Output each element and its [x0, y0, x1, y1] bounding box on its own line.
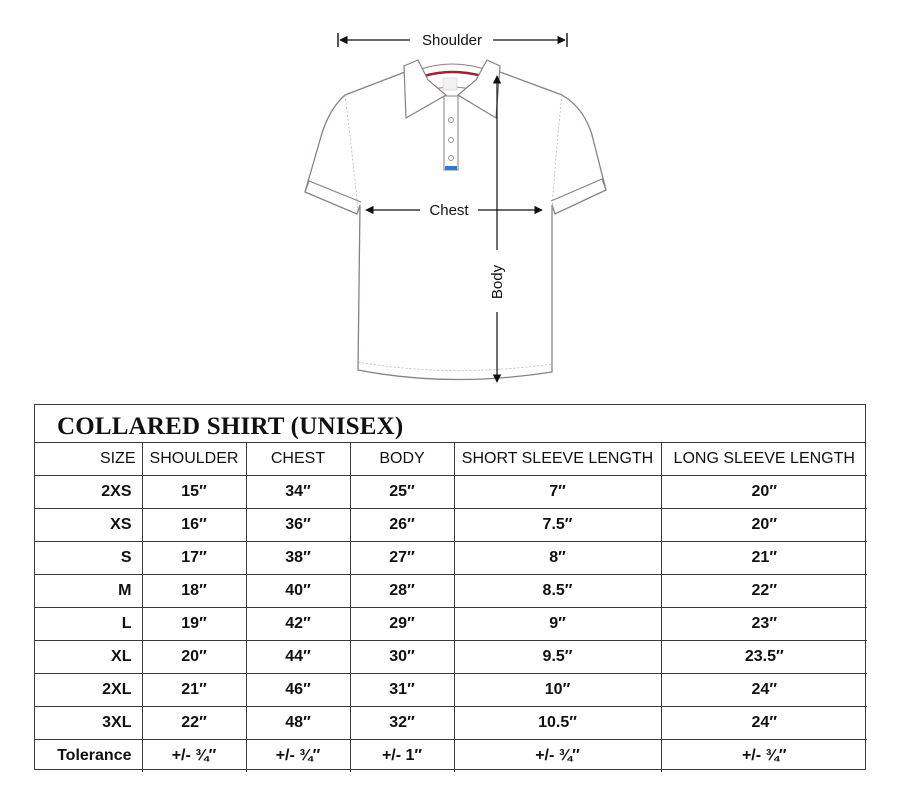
chest-cell: +/- ¾″ — [246, 740, 350, 773]
size-cell: 2XL — [35, 674, 142, 707]
chart-title: COLLARED SHIRT (UNISEX) — [35, 405, 865, 443]
body-cell: 26″ — [350, 509, 454, 542]
chest-cell: 46″ — [246, 674, 350, 707]
long-sleeve-cell: 21″ — [661, 542, 867, 575]
header-body: BODY — [350, 443, 454, 476]
button-icon — [449, 118, 454, 123]
shoulder-cell: 19″ — [142, 608, 246, 641]
long-sleeve-cell: 23″ — [661, 608, 867, 641]
body-cell: 32″ — [350, 707, 454, 740]
shoulder-cell: 21″ — [142, 674, 246, 707]
short-sleeve-cell: 8″ — [454, 542, 661, 575]
size-table — [35, 443, 867, 772]
table-row — [35, 542, 867, 575]
body-cell: +/- 1″ — [350, 740, 454, 773]
tolerance-row — [35, 740, 867, 773]
short-sleeve-cell: 8.5″ — [454, 575, 661, 608]
header-chest: CHEST — [246, 443, 350, 476]
shoulder-cell: 20″ — [142, 641, 246, 674]
short-sleeve-cell: 7″ — [454, 476, 661, 509]
button-icon — [449, 156, 454, 161]
tolerance-label: Tolerance — [35, 740, 142, 773]
size-cell: XL — [35, 641, 142, 674]
table-row — [35, 608, 867, 641]
shoulder-cell: +/- ¾″ — [142, 740, 246, 773]
size-cell: 3XL — [35, 707, 142, 740]
chest-cell: 40″ — [246, 575, 350, 608]
short-sleeve-cell: +/- ¾″ — [454, 740, 661, 773]
table-row — [35, 707, 867, 740]
long-sleeve-cell: 23.5″ — [661, 641, 867, 674]
table-row — [35, 509, 867, 542]
short-sleeve-cell: 9″ — [454, 608, 661, 641]
chest-cell: 34″ — [246, 476, 350, 509]
long-sleeve-cell: 24″ — [661, 707, 867, 740]
table-header-row — [35, 443, 867, 476]
body-cell: 27″ — [350, 542, 454, 575]
chest-cell: 42″ — [246, 608, 350, 641]
body-cell: 25″ — [350, 476, 454, 509]
header-shoulder: SHOULDER — [142, 443, 246, 476]
long-sleeve-cell: 20″ — [661, 476, 867, 509]
neck-label — [443, 78, 457, 90]
shoulder-cell: 16″ — [142, 509, 246, 542]
table-row — [35, 575, 867, 608]
size-cell: S — [35, 542, 142, 575]
table-row — [35, 476, 867, 509]
short-sleeve-cell: 10.5″ — [454, 707, 661, 740]
size-cell: 2XS — [35, 476, 142, 509]
header-short-sleeve-length: SHORT SLEEVE LENGTH — [454, 443, 661, 476]
long-sleeve-cell: 20″ — [661, 509, 867, 542]
shoulder-label: Shoulder — [421, 32, 483, 49]
size-cell: M — [35, 575, 142, 608]
chest-label: Chest — [429, 202, 469, 219]
long-sleeve-cell: 22″ — [661, 575, 867, 608]
chest-cell: 48″ — [246, 707, 350, 740]
table-row — [35, 674, 867, 707]
shoulder-cell: 18″ — [142, 575, 246, 608]
body-cell: 30″ — [350, 641, 454, 674]
size-cell: XS — [35, 509, 142, 542]
size-chart — [34, 404, 866, 770]
short-sleeve-cell: 10″ — [454, 674, 661, 707]
chest-cell: 38″ — [246, 542, 350, 575]
shoulder-cell: 15″ — [142, 476, 246, 509]
long-sleeve-cell: 24″ — [661, 674, 867, 707]
body-cell: 31″ — [350, 674, 454, 707]
placket-blue-tab-icon — [445, 166, 457, 170]
shoulder-cell: 17″ — [142, 542, 246, 575]
chest-cell: 36″ — [246, 509, 350, 542]
size-cell: L — [35, 608, 142, 641]
button-icon — [449, 138, 454, 143]
header-size: SIZE — [35, 443, 142, 476]
shoulder-cell: 22″ — [142, 707, 246, 740]
short-sleeve-cell: 7.5″ — [454, 509, 661, 542]
body-label: Body — [489, 264, 506, 300]
long-sleeve-cell: +/- ¾″ — [661, 740, 867, 773]
body-cell: 28″ — [350, 575, 454, 608]
body-cell: 29″ — [350, 608, 454, 641]
short-sleeve-cell: 9.5″ — [454, 641, 661, 674]
chest-cell: 44″ — [246, 641, 350, 674]
table-row — [35, 641, 867, 674]
header-long-sleeve-length: LONG SLEEVE LENGTH — [661, 443, 867, 476]
